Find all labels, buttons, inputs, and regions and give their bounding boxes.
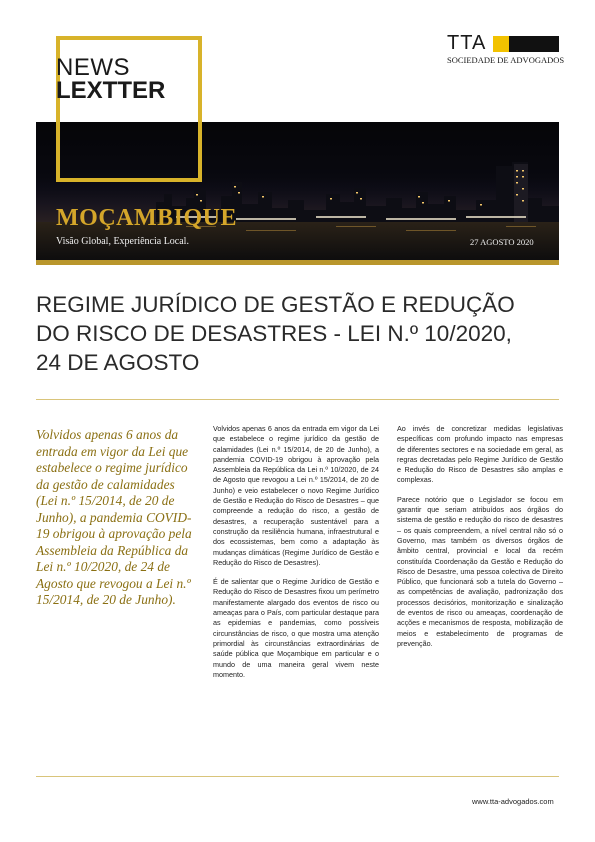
website-link[interactable]: www.tta-advogados.com <box>472 797 554 806</box>
article-lead: Volvidos apenas 6 anos da entrada em vigor da Lei que estabelece o regime jurídico da gestão de calamidades (Lei n.º 15/2014, de 20 de Junho), a pandemia COVID-19 obrigou à aprovação pela Assembleia da República da Lei n.º 10/2020, de 24 de Agosto que revogou a Lei n.º 15/2014, de 20 de Junho). <box>36 427 192 607</box>
issue-date: 27 AGOSTO 2020 <box>470 237 534 247</box>
tta-subtitle: SOCIEDADE DE ADVOGADOS <box>447 55 565 65</box>
article-title-line: REGIME JURÍDICO DE GESTÃO E REDUÇÃO <box>36 292 515 317</box>
article-title-line: DO RISCO DE DESASTRES - LEI N.º 10/2020, <box>36 321 512 346</box>
article-title-line: 24 DE AGOSTO <box>36 350 200 375</box>
body-paragraph: Parece notório que o Legislador se focou em garantir que seriam atribuídos aos órgãos do sistema de gestão e redução do risco de desastres – os quais compreendem, a nível central não só o Governo, mas também os diversos órgãos de âmbito central, provincial e local da recém constituída Coordenação da Gestão e Redução do Risco de Desastre, uma pessoa colectiva de Direito Público, que funcionará sob a tutela do Governo – as competências de avaliação, padronização dos processos decisórios, monitorização e sinalização de eventos de risco ou ameaças, coordenação de acções e mecanismos de resposta, mobilização de meios e estabelecimento de programas de prevenção. <box>397 494 563 648</box>
body-paragraph: Ao invés de concretizar medidas legislativas específicas com profundo impacto nas empresas de diferentes sectores e na sociedade em geral, as regras decretadas pelo Regime Jurídico de Gestão e Redução do Risco de Desastres são amplas e complexas. <box>397 424 563 485</box>
body-paragraph: É de salientar que o Regime Jurídico de Gestão e Redução do Risco de Desastres fixou um perímetro manifestamente alargado dos eventos de risco ou ameaças para o País, com particular destaque para as epidemias e pandemias, como possíveis circunstâncias de risco, o que mostra uma atenção primordial às circunstâncias extraordinárias de saúde pública que Moçambique em particular e o mundo de uma maneira geral vivem neste momento. <box>213 577 379 679</box>
body-paragraph: Volvidos apenas 6 anos da entrada em vigor da Lei que estabelece o regime jurídico da gestão de calamidades (Lei n.º 15/2014, de 20 de Junho), a pandemia COVID-19 obrigou à aprovação pela Assembleia da República da Lei n.º 10/2020, de 24 de Agosto que revogou a Lei n.º 15/2014, de 20 de Junho) e veio estabelecer o novo Regime Jurídico de Gestão e Redução do Risco de Desastres – que compreende a redução do risco, a gestão de desastres, a recuperação sustentável para a construção da resiliência humana, infraestrutural e dos ecossistemas, bem como a adaptação às mudanças climáticas (Regime Jurídico de Gestão e Redução do Risco de Desastres). <box>213 424 379 567</box>
article-title <box>36 290 559 377</box>
tta-logo-yellow-square <box>493 36 509 52</box>
banner-gold-strip <box>36 260 559 265</box>
tta-logo-black-bar <box>509 36 559 52</box>
footer-divider <box>36 776 559 777</box>
title-divider <box>36 399 559 400</box>
body-column-3 <box>397 424 563 658</box>
body-column-2 <box>213 424 379 689</box>
banner-tagline: Visão Global, Experiência Local. <box>56 236 189 247</box>
tta-logo-text: TTA <box>447 32 487 54</box>
country-title: MOÇAMBIQUE <box>56 205 237 231</box>
newsletter-news-word: NEWS <box>56 54 130 81</box>
newsletter-lextter-word: LEXTTER <box>56 77 166 104</box>
